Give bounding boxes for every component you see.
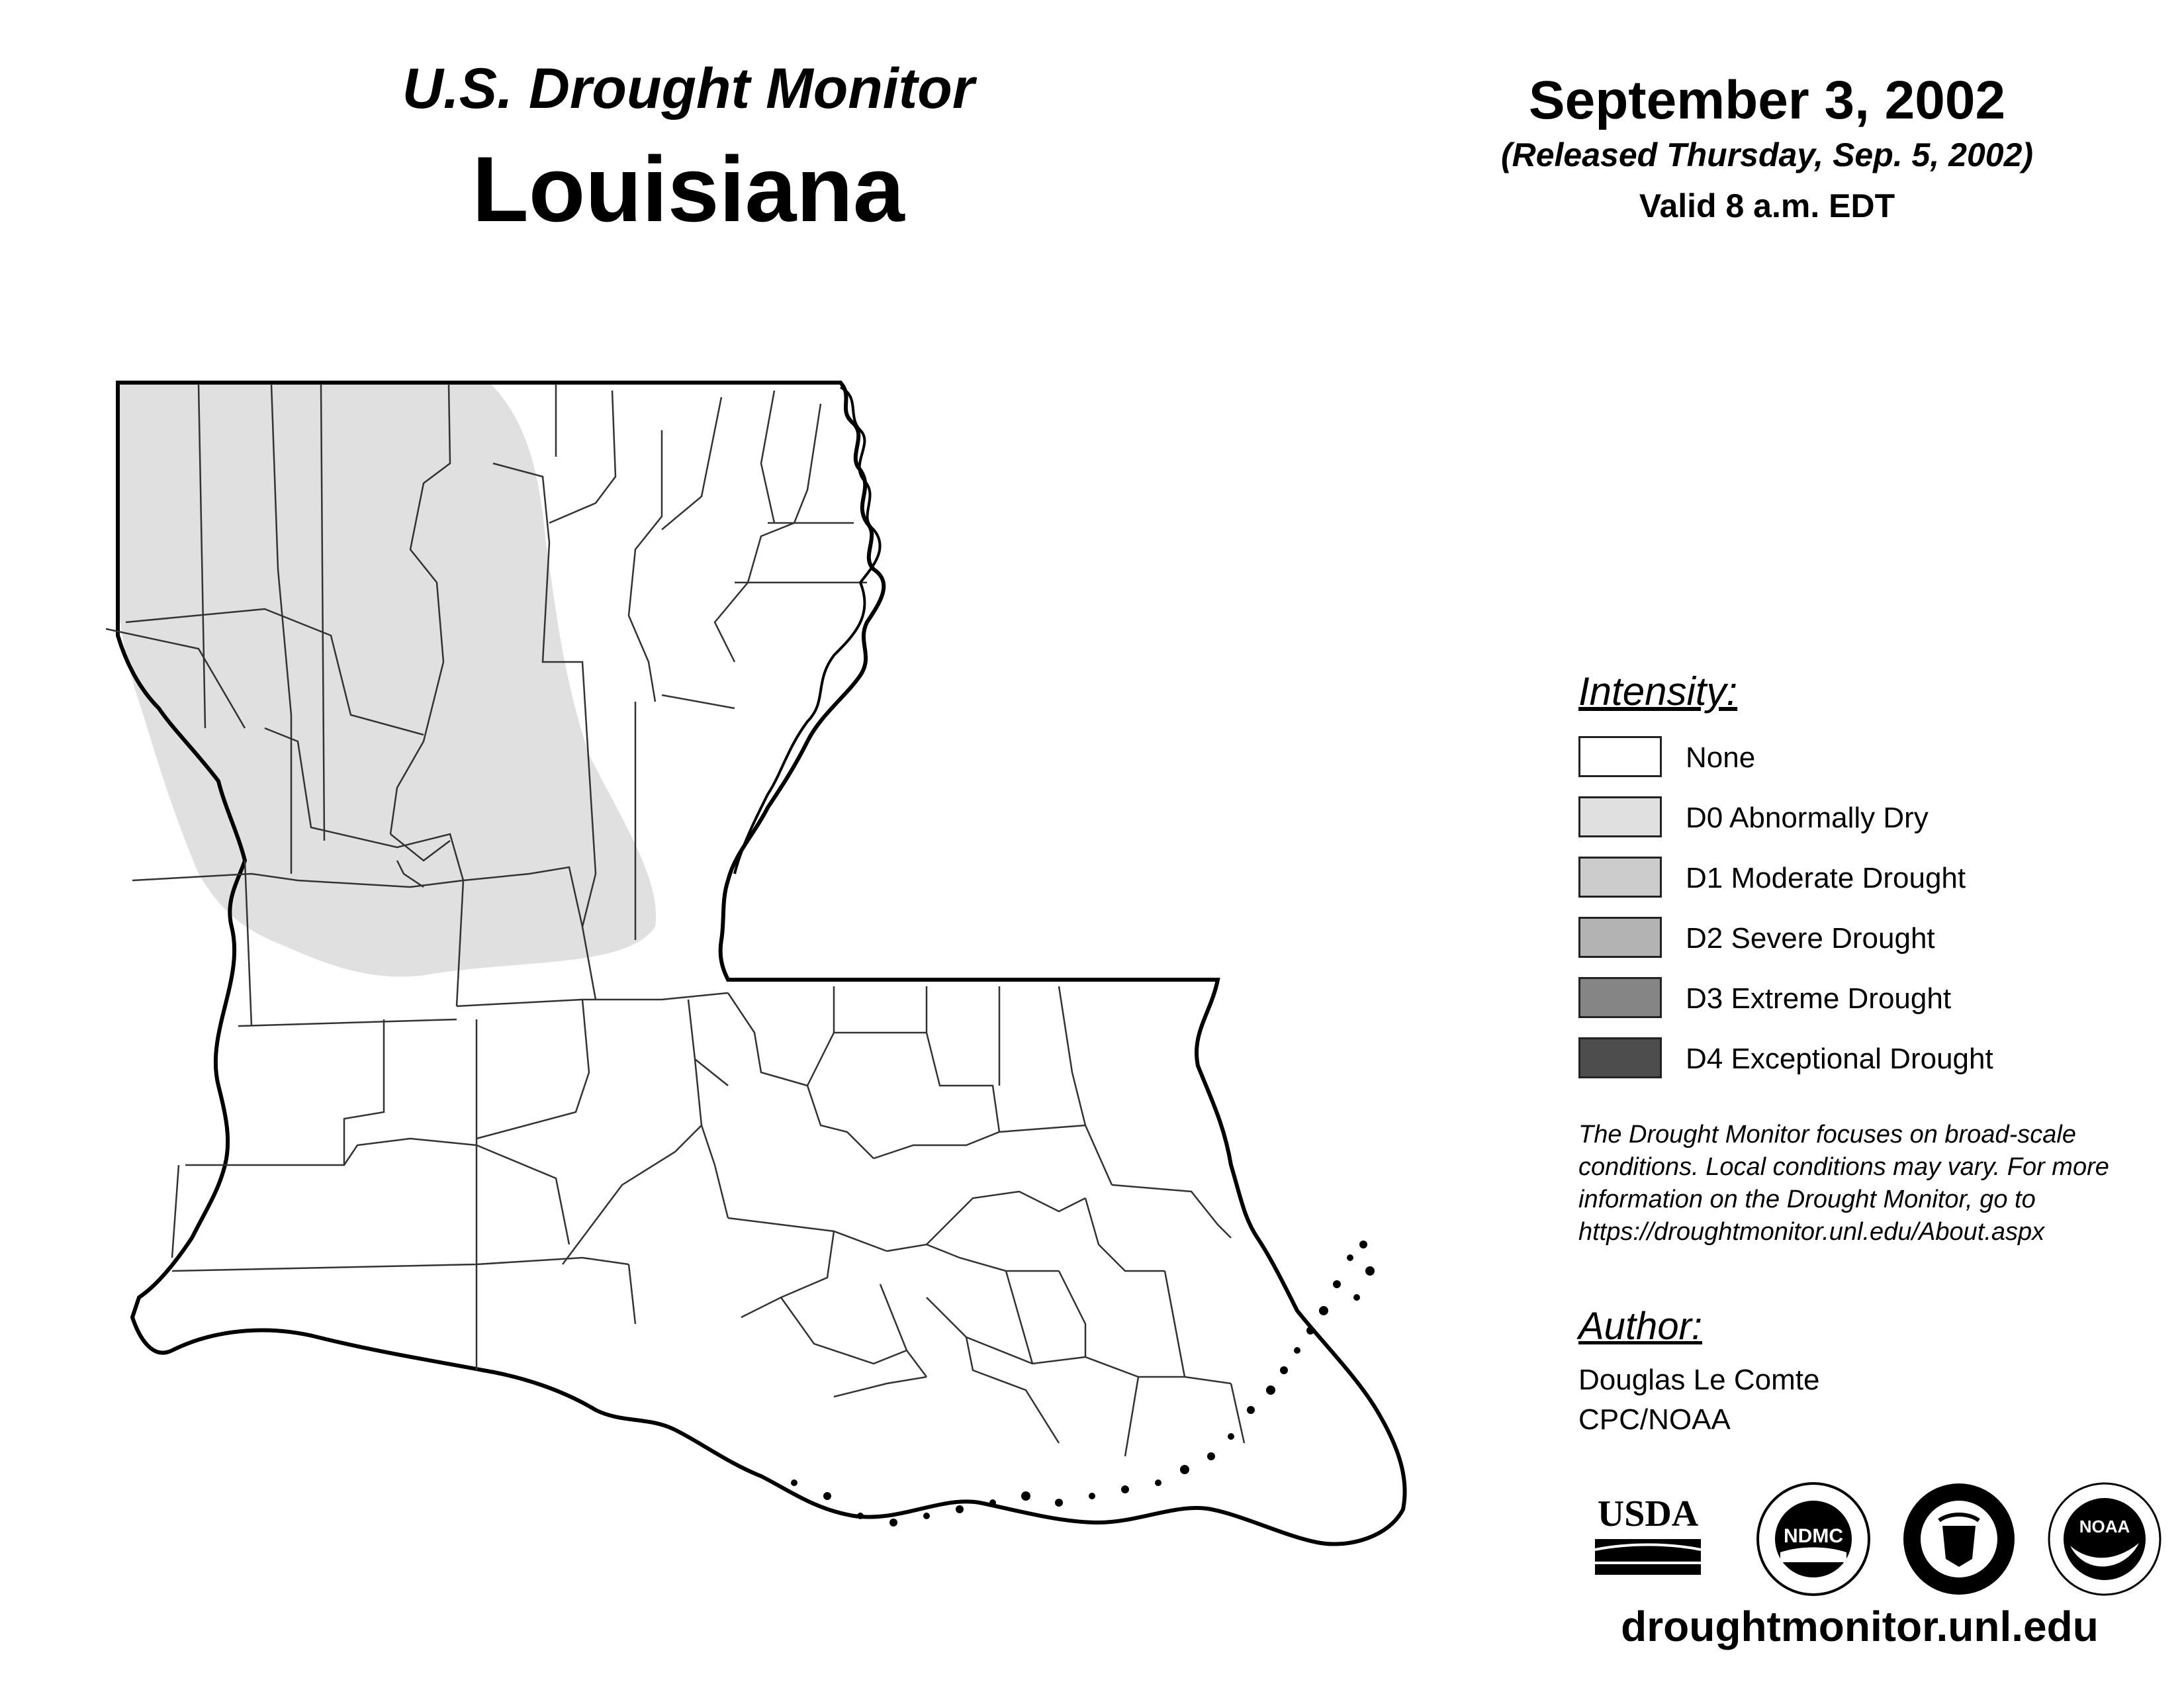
website-url[interactable]: droughtmonitor.unl.edu	[1621, 1603, 2099, 1650]
legend-swatch	[1578, 736, 1662, 777]
drought-area-d0	[118, 383, 656, 976]
legend-label: D0 Abnormally Dry	[1686, 802, 1929, 834]
legend-label: D3 Extreme Drought	[1686, 982, 1952, 1015]
legend-swatch	[1578, 917, 1662, 958]
legend-swatch	[1578, 857, 1662, 898]
map-date: September 3, 2002	[1528, 70, 2006, 130]
map-note: The Drought Monitor focuses on broad-scale conditions. Local conditions may vary. For more information on the Drought Monitor, go to https://droughtmonitor.unl.edu/About.aspx	[1578, 1121, 2109, 1246]
legend-label: D1 Moderate Drought	[1686, 862, 1966, 894]
legend-item	[1578, 796, 2108, 840]
legend-swatch	[1578, 796, 1662, 837]
noaa-logo-text: NOAA	[2079, 1517, 2130, 1536]
legend-swatch	[1578, 977, 1662, 1018]
map-state-title: Louisiana	[472, 137, 905, 241]
legend-label: D4 Exceptional Drought	[1686, 1043, 1993, 1075]
usda-logo	[1588, 1479, 1707, 1599]
commerce-seal	[1899, 1479, 2019, 1599]
author-name: Douglas Le Comte	[1578, 1364, 1820, 1396]
usda-logo-text: USDA	[1597, 1493, 1699, 1534]
coastal-islands	[791, 1241, 1375, 1526]
legend-swatch	[1578, 1037, 1662, 1078]
legend-item	[1578, 857, 2108, 900]
ndmc-logo	[1754, 1479, 1873, 1599]
author-org: CPC/NOAA	[1578, 1403, 1731, 1436]
legend-item	[1578, 1037, 2108, 1081]
legend-item	[1578, 736, 2108, 780]
map-product-title: U.S. Drought Monitor	[402, 57, 975, 120]
noaa-logo	[2045, 1479, 2164, 1599]
map-valid-time: Valid 8 a.m. EDT	[1639, 187, 1895, 224]
map-release-date: (Released Thursday, Sep. 5, 2002)	[1500, 136, 2034, 173]
legend-heading: Intensity:	[1578, 669, 1738, 714]
ndmc-logo-text: NDMC	[1784, 1525, 1843, 1547]
author-heading: Author:	[1578, 1305, 1702, 1348]
legend-label: D2 Severe Drought	[1686, 922, 1935, 955]
legend-label: None	[1686, 741, 1756, 774]
legend-item	[1578, 977, 2108, 1021]
legend-item	[1578, 917, 2108, 961]
